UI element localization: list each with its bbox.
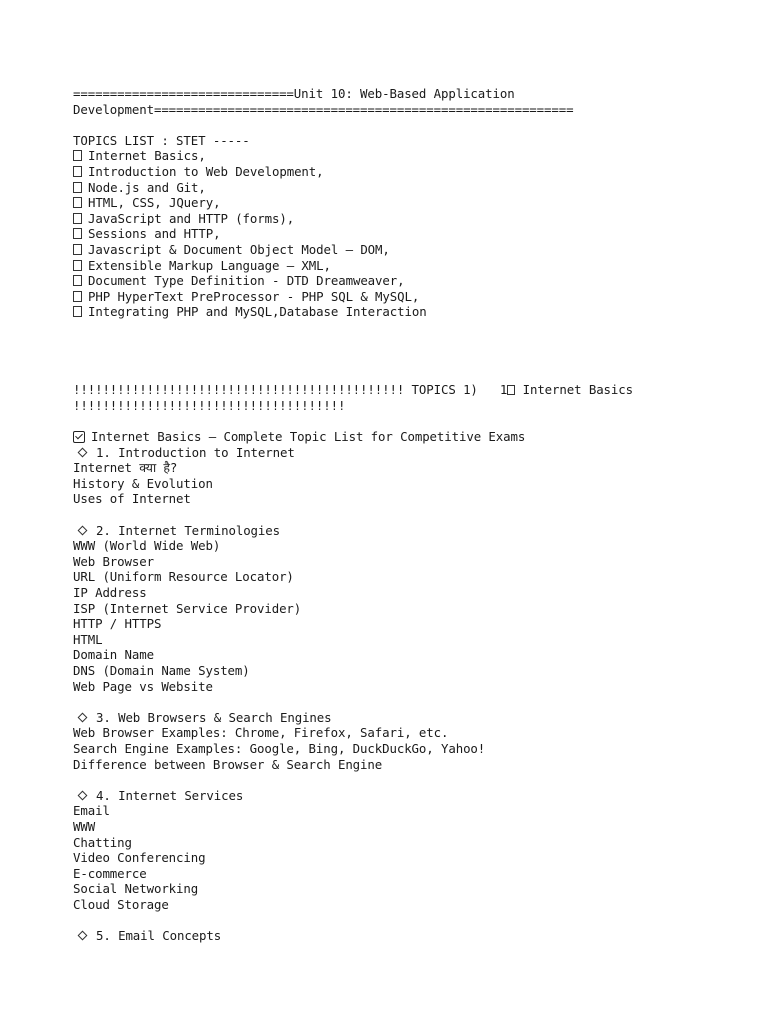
list-item: Web Browser [73, 553, 154, 569]
topic-item: Document Type Definition - DTD Dreamweaver, [73, 273, 753, 289]
topic-item: Integrating PHP and MySQL,Database Interaction [73, 304, 753, 320]
list-item: Domain Name [73, 647, 154, 663]
section-5 [73, 928, 753, 944]
list-item: Search Engine Examples: Google, Bing, DuckDuckGo, Yahoo! [73, 740, 486, 756]
topic-item: Introduction to Web Development, [73, 164, 753, 180]
document-page [73, 86, 753, 944]
topic-item: HTML, CSS, JQuery, [73, 195, 753, 211]
check-mark-icon [73, 431, 85, 443]
list-item: ISP (Internet Service Provider) [73, 600, 302, 616]
checklist-title: Internet Basics – Complete Topic List for Competitive Exams [73, 429, 753, 445]
missing-glyph-icon [73, 260, 82, 271]
missing-glyph-icon [73, 182, 82, 193]
topics-list-title: TOPICS LIST : STET ----- [73, 132, 250, 148]
diamond-bullet-icon [78, 790, 88, 800]
missing-glyph-icon [73, 213, 82, 224]
section-banner-line-1: !!!!!!!!!!!!!!!!!!!!!!!!!!!!!!!!!!!!!!!!!!!!! TOPICS 1) 1 Internet Basics [73, 382, 633, 398]
list-item: Internet क्या है? [73, 460, 178, 476]
topic-item: Internet Basics, [73, 148, 753, 164]
list-item: Chatting [73, 834, 132, 850]
list-item: Uses of Internet [73, 491, 191, 507]
topics-list [73, 148, 753, 320]
list-item: Email [73, 803, 110, 819]
list-item: Web Page vs Website [73, 678, 213, 694]
topic-item: Sessions and HTTP, [73, 226, 753, 242]
section-heading: 4. Internet Services [73, 788, 753, 804]
missing-glyph-icon [73, 306, 82, 317]
section-heading: 5. Email Concepts [73, 928, 753, 944]
list-item: URL (Uniform Resource Locator) [73, 569, 294, 585]
list-item: WWW [73, 818, 96, 834]
diamond-bullet-icon [78, 931, 88, 941]
section-2 [73, 523, 753, 695]
list-item: Difference between Browser & Search Engine [73, 756, 383, 772]
section-heading: 3. Web Browsers & Search Engines [73, 710, 753, 726]
section-4 [73, 788, 753, 913]
topic-item: PHP HyperText PreProcessor - PHP SQL & MySQL, [73, 289, 753, 305]
list-item: Social Networking [73, 881, 199, 897]
section-heading: 2. Internet Terminologies [73, 523, 753, 539]
diamond-bullet-icon [78, 712, 88, 722]
missing-glyph-icon [73, 291, 82, 302]
list-item: WWW (World Wide Web) [73, 538, 221, 554]
section-3 [73, 710, 753, 772]
missing-glyph-icon [73, 275, 82, 286]
section-banner-line-2: !!!!!!!!!!!!!!!!!!!!!!!!!!!!!!!!!!!!! [73, 397, 346, 413]
list-item: HTTP / HTTPS [73, 616, 162, 632]
unit-header-line-1: ==============================Unit 10: Web-Based Application [73, 86, 515, 101]
missing-glyph-icon [73, 244, 82, 255]
section-heading: 1. Introduction to Internet [73, 445, 753, 461]
list-item: IP Address [73, 585, 147, 601]
list-item: E-commerce [73, 865, 147, 881]
list-item: Web Browser Examples: Chrome, Firefox, Safari, etc. [73, 725, 449, 741]
topic-item: Extensible Markup Language – XML, [73, 258, 753, 274]
missing-glyph-icon [73, 197, 82, 208]
list-item: HTML [73, 631, 103, 647]
list-item: Cloud Storage [73, 896, 169, 912]
section-1 [73, 445, 753, 507]
missing-glyph-icon [73, 228, 82, 239]
diamond-bullet-icon [78, 525, 88, 535]
list-item: DNS (Domain Name System) [73, 662, 250, 678]
unit-header-line-2: Development========================================================= [73, 101, 574, 117]
list-item: Video Conferencing [73, 850, 206, 866]
topic-item: Javascript & Document Object Model – DOM, [73, 242, 753, 258]
missing-glyph-icon [73, 150, 82, 161]
diamond-bullet-icon [78, 447, 88, 457]
topic-item: Node.js and Git, [73, 180, 753, 196]
topic-item: JavaScript and HTTP (forms), [73, 211, 753, 227]
list-item: History & Evolution [73, 475, 213, 491]
missing-glyph-icon [73, 166, 82, 177]
